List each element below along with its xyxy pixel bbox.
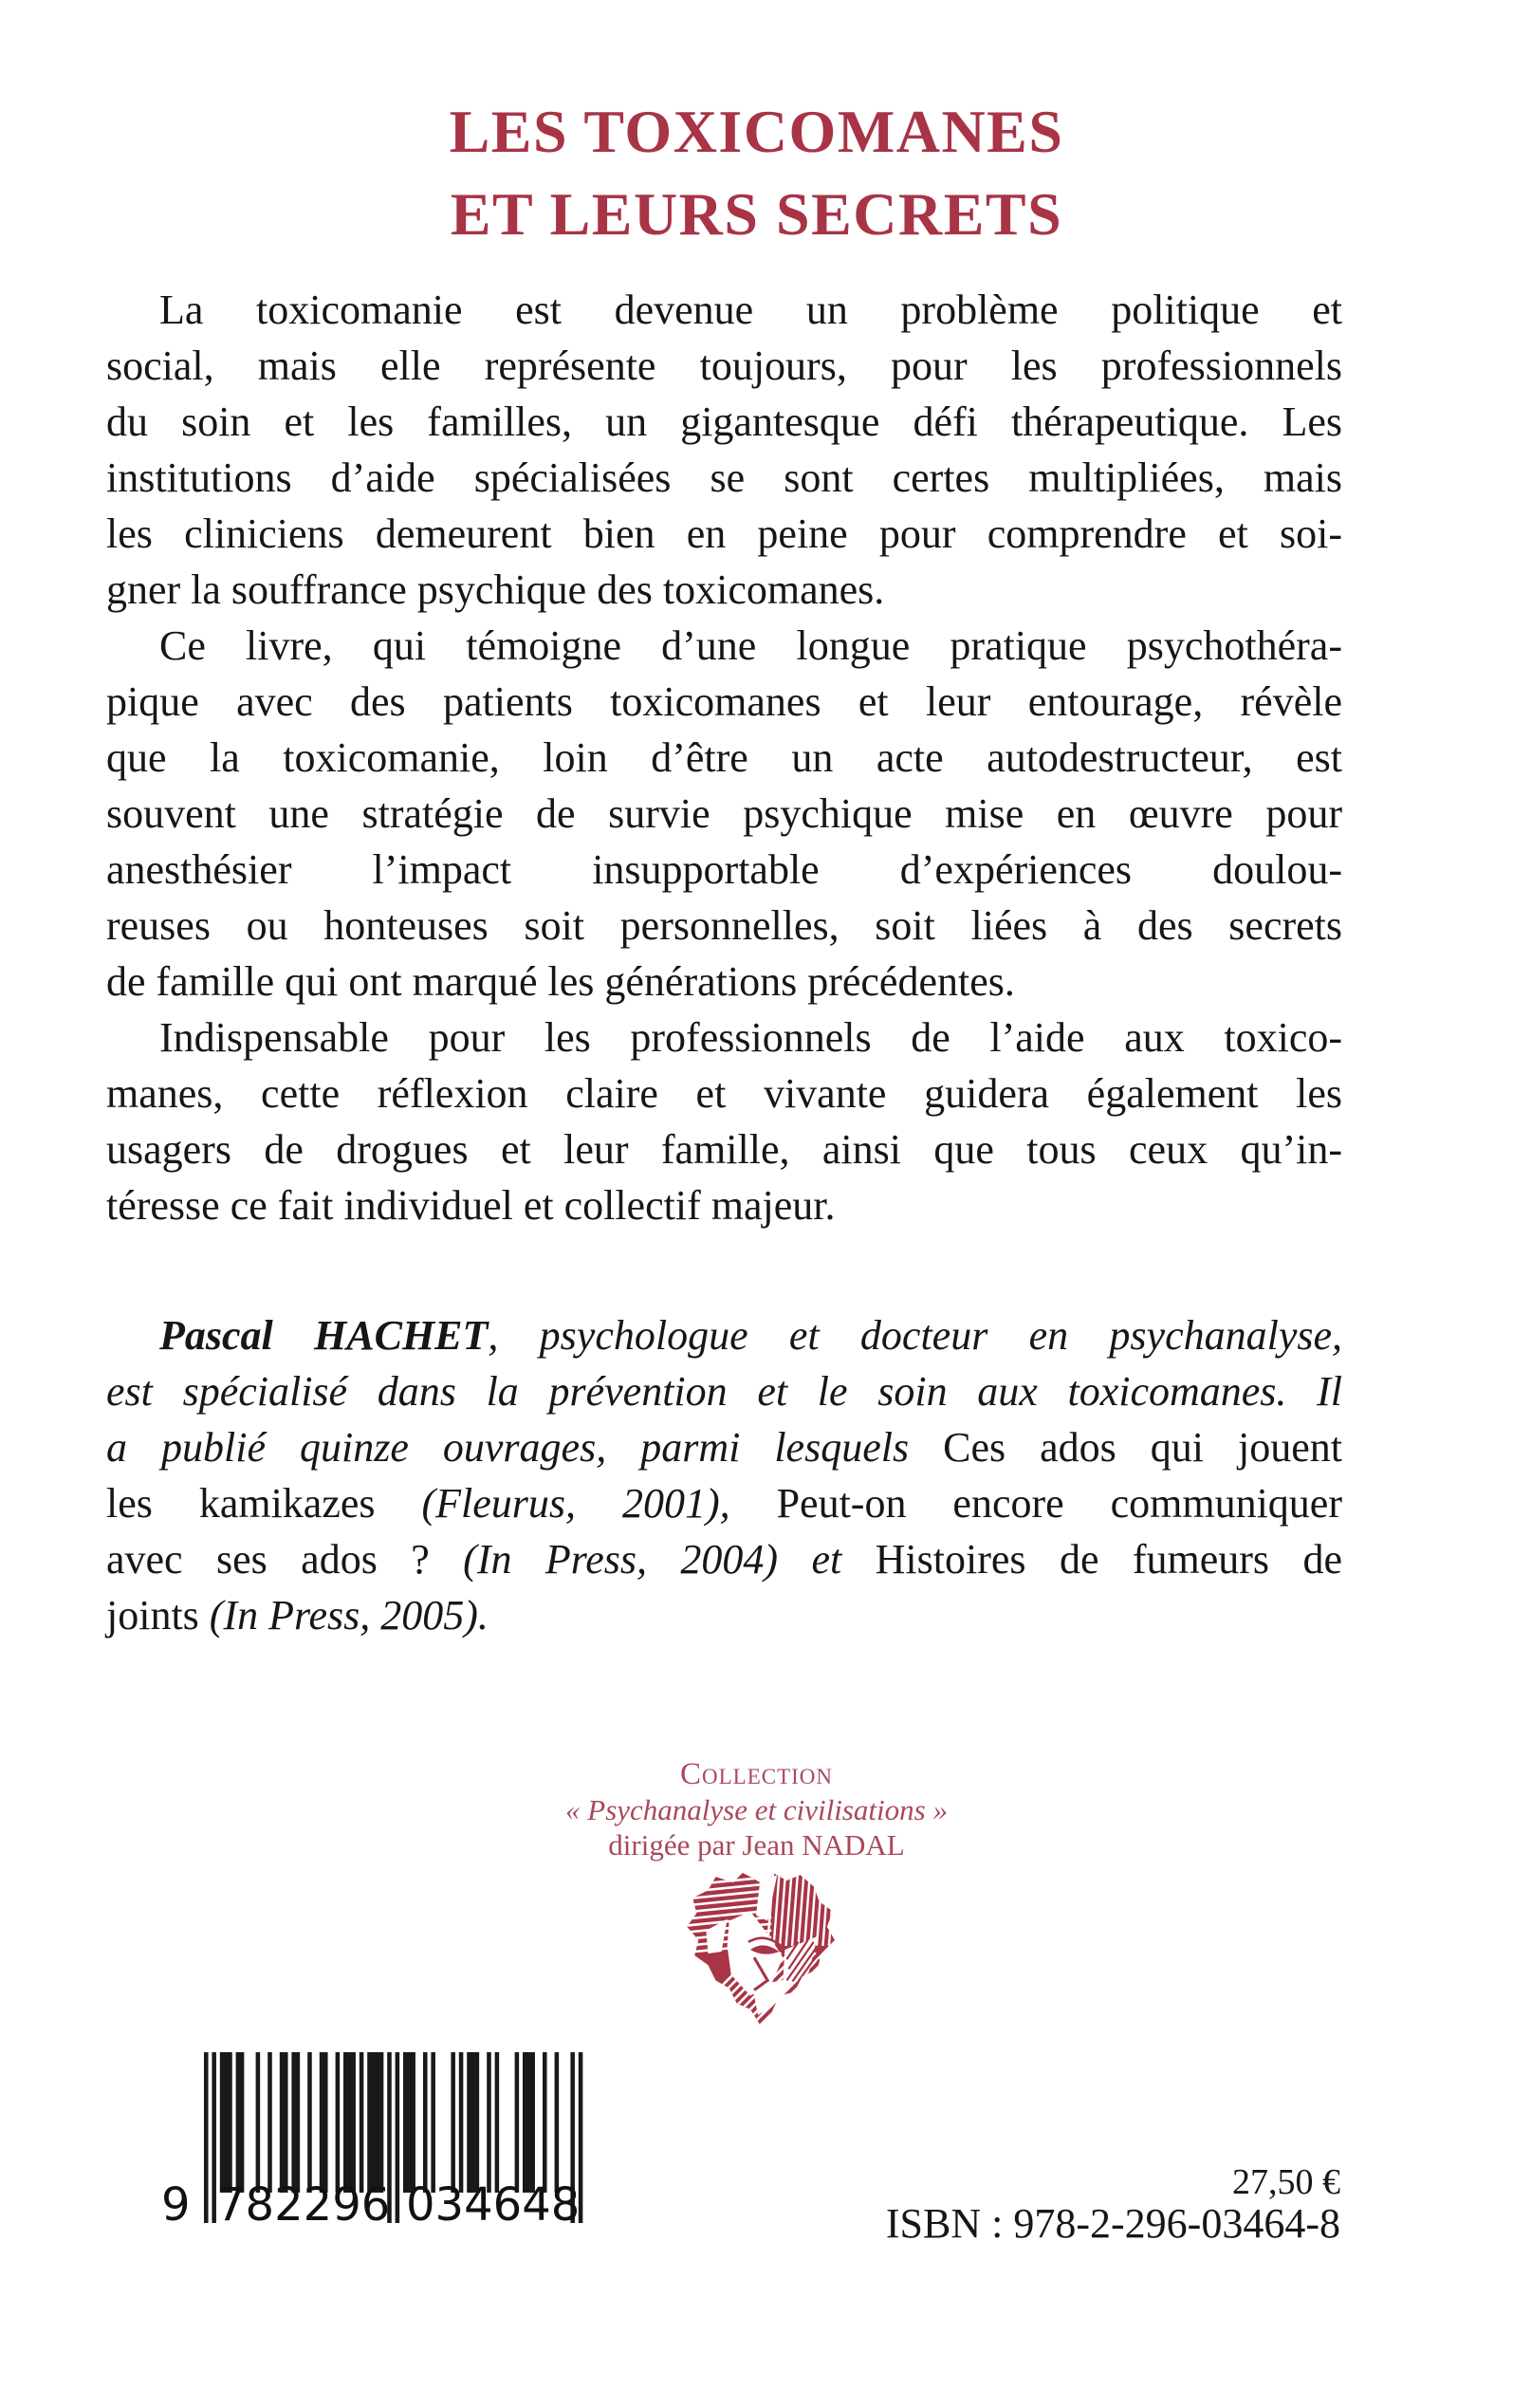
author-bio-line <box>106 1587 1342 1643</box>
synopsis-line: pique avec des patients toxicomanes et leur entourage, révèle <box>106 678 1342 725</box>
author-bio-line <box>106 1475 1342 1531</box>
synopsis <box>106 282 1342 1233</box>
barcode-digit-first: 9 <box>161 2178 191 2232</box>
author-bio-segment: Ces ados qui jouent <box>943 1424 1342 1471</box>
synopsis-line: anesthésier l’impact insupportable d’expériences doulou- <box>106 846 1342 893</box>
synopsis-line: souvent une stratégie de survie psychique mise en œuvre pour <box>106 790 1342 837</box>
synopsis-line: les cliniciens demeurent bien en peine pour comprendre et soi- <box>106 510 1342 557</box>
author-bio-line <box>106 1531 1342 1587</box>
barcode-digits-left: 7 8 2 2 9 6 <box>216 2178 391 2232</box>
collection-block <box>0 1757 1513 1862</box>
book-title-line2: ET LEURS SECRETS <box>450 180 1063 248</box>
synopsis-line: gner la souffrance psychique des toxicomanes. <box>106 566 885 613</box>
synopsis-line: institutions d’aide spécialisées se sont certes multipliées, mais <box>106 454 1342 501</box>
author-bio-segment: (Fleurus, 2001), <box>421 1480 730 1527</box>
author-bio-segment: Histoires de fumeurs de <box>875 1536 1342 1583</box>
author-bio-segment: joints <box>106 1592 210 1639</box>
collection-director: dirigée par Jean NADAL <box>608 1828 905 1862</box>
collection-label: Collection <box>679 1757 834 1791</box>
synopsis-line: usagers de drogues et leur famille, ainsi que tous ceux qu’in- <box>106 1126 1342 1173</box>
book-title <box>0 90 1513 255</box>
synopsis-line: social, mais elle représente toujours, pour les professionnels <box>106 343 1342 389</box>
author-bio-segment: , psychologue et docteur en psychanalyse, <box>488 1312 1342 1359</box>
author-bio-segment: Pascal HACHET <box>159 1312 489 1359</box>
author-bio-line <box>106 1419 1342 1475</box>
author-bio <box>106 1307 1342 1643</box>
author-bio-segment: avec ses ados ? <box>106 1536 464 1583</box>
synopsis-line: Indispensable pour les professionnels de l’aide aux toxico- <box>159 1014 1342 1061</box>
author-bio-segment: a publié quinze ouvrages, parmi lesquels <box>106 1424 944 1471</box>
author-bio-line <box>106 1307 1342 1363</box>
synopsis-line: du soin et les familles, un gigantesque défi thérapeutique. Les <box>106 398 1342 445</box>
book-title-line1: LES TOXICOMANES <box>449 98 1064 165</box>
author-bio-segment: (In Press, 2005). <box>209 1592 489 1639</box>
synopsis-line: que la toxicomanie, loin d’être un acte autodestructeur, est <box>106 734 1342 781</box>
barcode-digits-right: 0 3 4 6 4 8 <box>406 2178 581 2232</box>
synopsis-line: La toxicomanie est devenue un problème politique et <box>159 287 1342 333</box>
synopsis-line: manes, cette réflexion claire et vivante guidera également les <box>106 1070 1342 1117</box>
price: 27,50 € <box>1232 2162 1340 2202</box>
synopsis-line: téresse ce fait individuel et collectif majeur. <box>106 1182 836 1229</box>
author-bio-segment: Peut-on encore communiquer <box>729 1480 1342 1527</box>
author-bio-segment: les kamikazes <box>106 1480 422 1527</box>
synopsis-line: Ce livre, qui témoigne d’une longue pratique psychothéra- <box>159 622 1342 669</box>
author-bio-line <box>106 1363 1342 1419</box>
author-bio-segment: (In Press, 2004) et <box>463 1536 876 1583</box>
collection-series: « Psychanalyse et civilisations » <box>565 1793 948 1826</box>
isbn: ISBN : 978-2-296-03464-8 <box>885 2200 1340 2247</box>
author-bio-segment: est spécialisé dans la prévention et le soin aux toxicomanes. Il <box>106 1368 1342 1415</box>
synopsis-line: reuses ou honteuses soit personnelles, soit liées à des secrets <box>106 902 1342 949</box>
publisher-emblem-icon <box>673 1869 837 2032</box>
synopsis-line: de famille qui ont marqué les générations précédentes. <box>106 958 1015 1005</box>
